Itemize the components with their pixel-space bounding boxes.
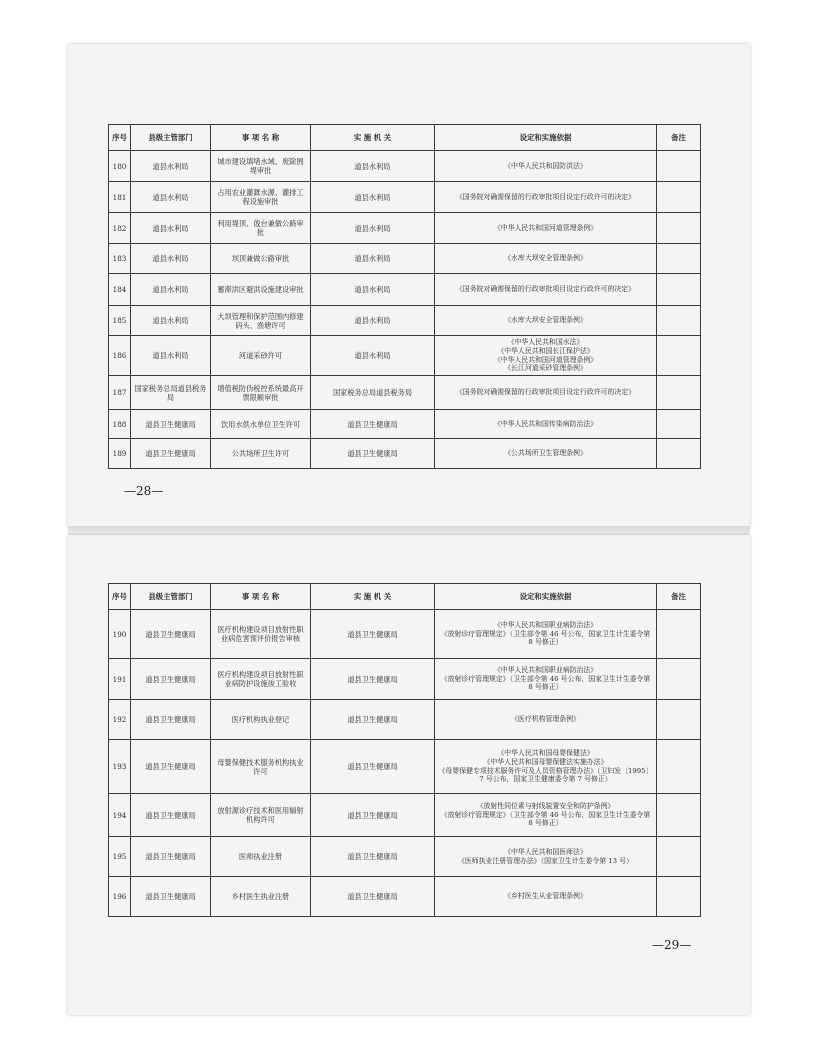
cell-agency: 道县卫生健康局 xyxy=(311,610,435,659)
cell-agency: 道县水利局 xyxy=(311,213,435,244)
table-row xyxy=(109,336,701,376)
cell-dept: 道县卫生健康局 xyxy=(131,439,211,469)
cell-dept: 道县卫生健康局 xyxy=(131,740,211,794)
cell-remark xyxy=(657,410,701,439)
cell-agency: 道县卫生健康局 xyxy=(311,659,435,700)
cell-no: 195 xyxy=(109,837,131,877)
cell-dept: 道县水利局 xyxy=(131,274,211,306)
cell-item: 医疗机构执业登记 xyxy=(211,700,311,740)
header-no: 序号 xyxy=(109,125,131,151)
cell-remark xyxy=(657,274,701,306)
cell-agency: 道县卫生健康局 xyxy=(311,740,435,794)
cell-no: 186 xyxy=(109,336,131,376)
cell-basis: 《中华人民共和国医师法》 《医师执业注册管理办法》（国家卫生计生委令第 13 号） xyxy=(435,837,657,877)
cell-remark xyxy=(657,182,701,213)
header-no: 序号 xyxy=(109,584,131,610)
cell-item: 河道采砂许可 xyxy=(211,336,311,376)
cell-basis: 《中华人民共和国河道管理条例》 xyxy=(435,213,657,244)
cell-basis: 《中华人民共和国传染病防治法》 xyxy=(435,410,657,439)
cell-basis: 《国务院对确需保留的行政审批项目设定行政许可的决定》 xyxy=(435,182,657,213)
cell-item: 利用堤顶、戗台兼做公路审批 xyxy=(211,213,311,244)
cell-dept: 道县水利局 xyxy=(131,336,211,376)
cell-basis: 《水库大坝安全管理条例》 xyxy=(435,306,657,336)
cell-dept: 道县卫生健康局 xyxy=(131,877,211,917)
header-basis: 设定和实施依据 xyxy=(435,584,657,610)
cell-basis: 《医疗机构管理条例》 xyxy=(435,700,657,740)
cell-agency: 道县水利局 xyxy=(311,336,435,376)
cell-item: 蓄滞洪区避洪设施建设审批 xyxy=(211,274,311,306)
header-remark: 备注 xyxy=(657,125,701,151)
cell-agency: 道县水利局 xyxy=(311,244,435,274)
cell-remark xyxy=(657,610,701,659)
cell-basis: 《中华人民共和国防洪法》 xyxy=(435,151,657,182)
table-row xyxy=(109,410,701,439)
cell-basis: 《乡村医生从业管理条例》 xyxy=(435,877,657,917)
cell-remark xyxy=(657,213,701,244)
cell-agency: 道县水利局 xyxy=(311,306,435,336)
cell-no: 180 xyxy=(109,151,131,182)
header-remark: 备注 xyxy=(657,584,701,610)
cell-no: 183 xyxy=(109,244,131,274)
cell-dept: 道县水利局 xyxy=(131,213,211,244)
cell-no: 182 xyxy=(109,213,131,244)
cell-basis: 《水库大坝安全管理条例》 xyxy=(435,244,657,274)
approval-table-bottom xyxy=(108,583,701,917)
table-row xyxy=(109,439,701,469)
cell-agency: 道县水利局 xyxy=(311,274,435,306)
cell-item: 增值税防伪税控系统最高开票限额审批 xyxy=(211,376,311,410)
cell-item: 城市建设填堵水域、废除围堤审批 xyxy=(211,151,311,182)
table-row xyxy=(109,376,701,410)
table-row xyxy=(109,274,701,306)
cell-basis: 《国务院对确需保留的行政审批项目设定行政许可的决定》 xyxy=(435,376,657,410)
cell-no: 188 xyxy=(109,410,131,439)
cell-dept: 道县卫生健康局 xyxy=(131,410,211,439)
cell-no: 181 xyxy=(109,182,131,213)
cell-remark xyxy=(657,244,701,274)
table-header-row xyxy=(109,125,701,151)
cell-agency: 道县水利局 xyxy=(311,151,435,182)
cell-basis: 《中华人民共和国职业病防治法》 《放射诊疗管理规定》（卫生部令第 46 号公布，国家卫生计生委令第 8 号修正） xyxy=(435,659,657,700)
cell-no: 189 xyxy=(109,439,131,469)
cell-agency: 道县卫生健康局 xyxy=(311,439,435,469)
cell-remark xyxy=(657,336,701,376)
cell-agency: 国家税务总局道县税务局 xyxy=(311,376,435,410)
cell-item: 医师执业注册 xyxy=(211,837,311,877)
cell-dept: 道县水利局 xyxy=(131,306,211,336)
header-agency: 实 施 机 关 xyxy=(311,125,435,151)
cell-agency: 道县卫生健康局 xyxy=(311,410,435,439)
cell-agency: 道县卫生健康局 xyxy=(311,700,435,740)
cell-no: 196 xyxy=(109,877,131,917)
cell-dept: 道县卫生健康局 xyxy=(131,837,211,877)
cell-no: 193 xyxy=(109,740,131,794)
table-row xyxy=(109,151,701,182)
cell-remark xyxy=(657,740,701,794)
table-row xyxy=(109,306,701,336)
table-row xyxy=(109,610,701,659)
cell-remark xyxy=(657,151,701,182)
cell-basis: 《放射性同位素与射线装置安全和防护条例》 《放射诊疗管理规定》（卫生部令第 46 号公布，国家卫生计生委令第 8 号修正） xyxy=(435,794,657,837)
cell-dept: 道县水利局 xyxy=(131,151,211,182)
cell-item: 医疗机构建设项目放射性职业病危害预评价报告审核 xyxy=(211,610,311,659)
cell-item: 坝顶兼做公路审批 xyxy=(211,244,311,274)
cell-item: 占用农业灌溉水源、灌排工程设施审批 xyxy=(211,182,311,213)
cell-remark xyxy=(657,700,701,740)
cell-dept: 道县卫生健康局 xyxy=(131,659,211,700)
cell-no: 192 xyxy=(109,700,131,740)
cell-agency: 道县卫生健康局 xyxy=(311,794,435,837)
cell-remark xyxy=(657,877,701,917)
cell-item: 医疗机构建设项目放射性职业病防护设施竣工验收 xyxy=(211,659,311,700)
page-number-28: —28— xyxy=(124,484,164,498)
cell-item: 饮用水供水单位卫生许可 xyxy=(211,410,311,439)
header-item: 事 项 名 称 xyxy=(211,125,311,151)
table-row xyxy=(109,877,701,917)
table-row xyxy=(109,837,701,877)
cell-remark xyxy=(657,439,701,469)
cell-dept: 国家税务总局道县税务局 xyxy=(131,376,211,410)
cell-agency: 道县卫生健康局 xyxy=(311,837,435,877)
header-agency: 实 施 机 关 xyxy=(311,584,435,610)
cell-dept: 道县卫生健康局 xyxy=(131,700,211,740)
cell-item: 母婴保健技术服务机构执业许可 xyxy=(211,740,311,794)
cell-agency: 道县水利局 xyxy=(311,182,435,213)
cell-basis: 《公共场所卫生管理条例》 xyxy=(435,439,657,469)
table-row xyxy=(109,244,701,274)
cell-remark xyxy=(657,794,701,837)
table-row xyxy=(109,700,701,740)
cell-basis: 《国务院对确需保留的行政审批项目设定行政许可的决定》 xyxy=(435,274,657,306)
cell-no: 184 xyxy=(109,274,131,306)
header-basis: 设定和实施依据 xyxy=(435,125,657,151)
table-row xyxy=(109,794,701,837)
cell-dept: 道县卫生健康局 xyxy=(131,610,211,659)
cell-dept: 道县水利局 xyxy=(131,182,211,213)
approval-table-top xyxy=(108,124,701,469)
cell-no: 190 xyxy=(109,610,131,659)
cell-no: 191 xyxy=(109,659,131,700)
cell-basis: 《中华人民共和国职业病防治法》 《放射诊疗管理规定》（卫生部令第 46 号公布，国家卫生计生委令第 8 号修正） xyxy=(435,610,657,659)
header-item: 事 项 名 称 xyxy=(211,584,311,610)
cell-item: 公共场所卫生许可 xyxy=(211,439,311,469)
cell-item: 放射源诊疗技术和医用辐射机构许可 xyxy=(211,794,311,837)
table-row xyxy=(109,740,701,794)
header-dept: 县级主管部门 xyxy=(131,584,211,610)
cell-no: 185 xyxy=(109,306,131,336)
cell-no: 187 xyxy=(109,376,131,410)
cell-no: 194 xyxy=(109,794,131,837)
table-row xyxy=(109,659,701,700)
cell-item: 大坝管理和保护范围内修建码头、渔塘许可 xyxy=(211,306,311,336)
header-dept: 县级主管部门 xyxy=(131,125,211,151)
cell-remark xyxy=(657,306,701,336)
cell-basis: 《中华人民共和国母婴保健法》 《中华人民共和国母婴保健法实施办法》 《母婴保健专项技术服务许可及人员资格管理办法》（卫妇发〔1995〕7 号公布，国家卫生健康委令第 7 号修正） xyxy=(435,740,657,794)
cell-remark xyxy=(657,376,701,410)
cell-dept: 道县卫生健康局 xyxy=(131,794,211,837)
cell-item: 乡村医生执业注册 xyxy=(211,877,311,917)
cell-remark xyxy=(657,659,701,700)
cell-basis: 《中华人民共和国水法》 《中华人民共和国长江保护法》 《中华人民共和国河道管理条例》 《长江河道采砂管理条例》 xyxy=(435,336,657,376)
cell-dept: 道县水利局 xyxy=(131,244,211,274)
table-row xyxy=(109,213,701,244)
cell-remark xyxy=(657,837,701,877)
table-row xyxy=(109,182,701,213)
table-header-row xyxy=(109,584,701,610)
page-number-29: —29— xyxy=(652,938,692,952)
cell-agency: 道县卫生健康局 xyxy=(311,877,435,917)
